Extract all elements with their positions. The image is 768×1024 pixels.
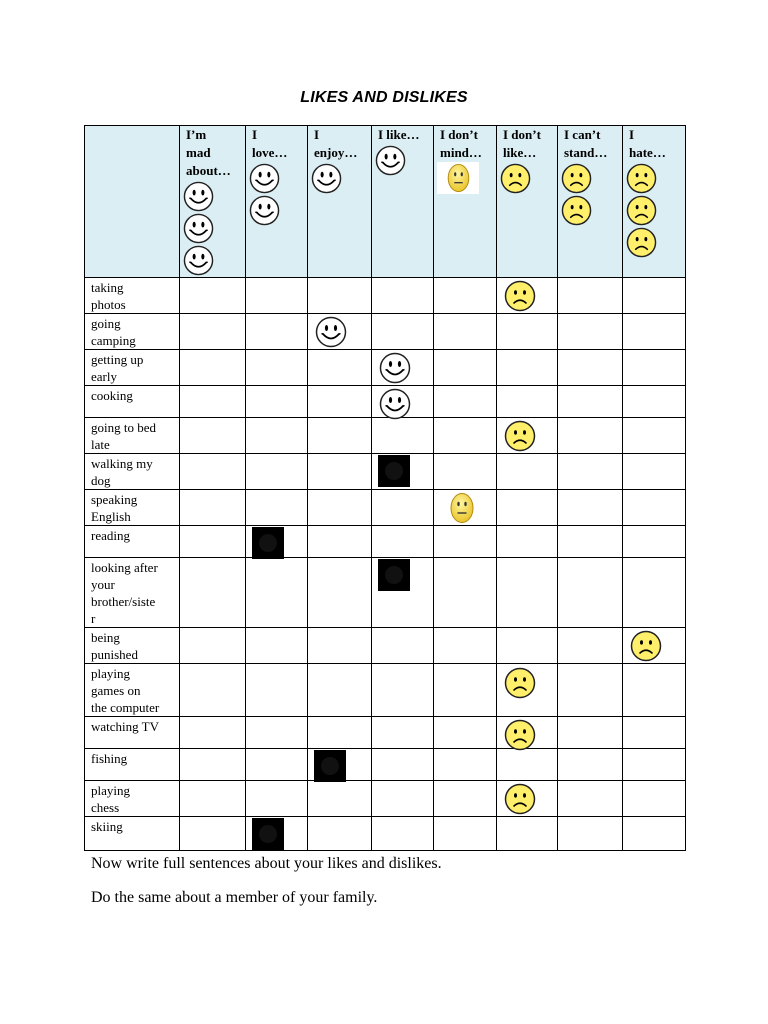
answer-cell [623,278,686,314]
blacked-out-face-shape [321,757,339,775]
table-row [85,717,686,749]
answer-cell [372,781,434,817]
sad-face-icon [504,420,536,452]
answer-cell [180,350,246,386]
answer-cell [246,817,308,851]
instruction-line: Do the same about a member of your family. [91,889,378,906]
answer-cell [180,628,246,664]
corner-cell [85,126,180,278]
blacked-out-face-icon [252,527,284,559]
answer-cell [180,418,246,454]
answer-cell [623,386,686,418]
column-header [180,126,246,278]
answer-cell [246,386,308,418]
answer-cell [372,749,434,781]
answer-cell [623,490,686,526]
table-row [85,558,686,628]
sad-face-icon [500,163,531,194]
answer-cell [623,749,686,781]
happy-face-icon [375,145,406,176]
happy-face-icon [315,316,347,348]
answer-cell [497,490,558,526]
table-row [85,817,686,851]
blacked-out-face-icon [252,818,284,850]
answer-cell [434,350,497,386]
answer-cell [434,278,497,314]
answer-cell [246,350,308,386]
answer-cell [180,490,246,526]
answer-cell [497,717,558,749]
answer-cell [558,526,623,558]
activity-label: being punished [85,628,180,664]
answer-cell [180,386,246,418]
answer-cell [372,817,434,851]
answer-cell [372,490,434,526]
table-row [85,278,686,314]
table-row [85,526,686,558]
answer-cell [180,558,246,628]
answer-cell [372,558,434,628]
activity-label: cooking [85,386,180,418]
answer-cell [623,314,686,350]
column-face-group [246,163,307,226]
answer-cell [558,454,623,490]
answer-cell [308,664,372,717]
answer-cell [497,628,558,664]
blacked-out-face-shape [385,566,403,584]
column-face-group [434,162,496,199]
column-label: I hate… [629,127,666,160]
activity-label: fishing [85,749,180,781]
sad-face-icon [561,195,592,226]
answer-cell [246,418,308,454]
answer-cell [372,350,434,386]
activity-label: walking my dog [85,454,180,490]
answer-cell [180,454,246,490]
answer-cell [558,817,623,851]
answer-cell [434,817,497,851]
happy-face-icon [379,352,411,384]
answer-cell [308,314,372,350]
column-label: I can’t stand… [564,127,608,160]
column-header [246,126,308,278]
answer-cell [623,781,686,817]
column-label: I don’t mind… [440,127,482,160]
column-face-group [558,163,622,226]
answer-cell [372,717,434,749]
neutral-face-icon [450,492,474,524]
answer-cell [246,781,308,817]
answer-cell [246,558,308,628]
answer-cell [558,350,623,386]
answer-cell [434,314,497,350]
answer-cell [180,314,246,350]
answer-cell [434,454,497,490]
column-face-group [372,145,433,176]
table-row [85,314,686,350]
answer-cell [623,558,686,628]
answer-cell [434,386,497,418]
sad-face-icon [504,667,536,699]
answer-cell [558,418,623,454]
answer-cell [308,749,372,781]
table-row [85,454,686,490]
table-row [85,490,686,526]
activity-label: going to bed late [85,418,180,454]
column-label: I’m mad about… [186,127,231,178]
blacked-out-face-icon [314,750,346,782]
table-row [85,350,686,386]
table-row [85,749,686,781]
table-row [85,418,686,454]
answer-cell [497,278,558,314]
answer-cell [558,749,623,781]
answer-cell [308,817,372,851]
table-row [85,781,686,817]
happy-face-icon [183,181,214,212]
likes-dislikes-table [84,125,686,851]
sad-face-icon [630,630,662,662]
neutral-face-frame [437,162,479,194]
answer-cell [308,558,372,628]
answer-cell [434,717,497,749]
sad-face-icon [626,195,657,226]
instructions [91,853,442,921]
sad-face-icon [626,163,657,194]
answer-cell [623,817,686,851]
answer-cell [308,386,372,418]
answer-cell [497,418,558,454]
answer-cell [434,781,497,817]
answer-cell [372,526,434,558]
answer-cell [180,664,246,717]
answer-cell [180,817,246,851]
answer-cell [180,749,246,781]
answer-cell [497,454,558,490]
answer-cell [558,278,623,314]
blacked-out-face-icon [378,455,410,487]
answer-cell [558,558,623,628]
answer-cell [246,454,308,490]
answer-cell [372,664,434,717]
happy-face-icon [249,195,280,226]
activity-label: taking photos [85,278,180,314]
answer-cell [180,717,246,749]
blacked-out-face-icon [378,559,410,591]
sad-face-icon [626,227,657,258]
column-header [497,126,558,278]
answer-cell [497,817,558,851]
answer-cell [246,664,308,717]
answer-cell [308,278,372,314]
answer-cell [372,418,434,454]
column-header [372,126,434,278]
column-face-group [308,163,371,194]
answer-cell [372,454,434,490]
happy-face-icon [249,163,280,194]
answer-cell [372,314,434,350]
happy-face-icon [311,163,342,194]
answer-cell [308,717,372,749]
answer-cell [434,664,497,717]
answer-cell [308,628,372,664]
answer-cell [558,314,623,350]
column-label: I enjoy… [314,127,358,160]
answer-cell [308,418,372,454]
answer-cell [246,278,308,314]
table-row [85,628,686,664]
sad-face-icon [504,783,536,815]
answer-cell [623,418,686,454]
answer-cell [180,526,246,558]
answer-cell [497,526,558,558]
answer-cell [246,717,308,749]
answer-cell [497,558,558,628]
answer-cell [623,454,686,490]
table-row [85,664,686,717]
neutral-face-icon [447,163,470,193]
happy-face-icon [183,213,214,244]
column-face-group [180,181,245,276]
answer-cell [308,454,372,490]
blacked-out-face-shape [259,534,277,552]
column-header [558,126,623,278]
answer-cell [623,664,686,717]
answer-cell [497,386,558,418]
answer-cell [434,628,497,664]
activity-label: getting up early [85,350,180,386]
answer-cell [308,490,372,526]
answer-cell [623,628,686,664]
blacked-out-face-shape [385,462,403,480]
answer-cell [497,664,558,717]
instruction-line: Now write full sentences about your likes and dislikes. [91,855,442,872]
answer-cell [246,314,308,350]
answer-cell [623,526,686,558]
table-row [85,386,686,418]
answer-cell [308,526,372,558]
answer-cell [497,781,558,817]
answer-cell [372,386,434,418]
answer-cell [246,490,308,526]
activity-label: looking after your brother/siste r [85,558,180,628]
activity-label: skiing [85,817,180,851]
column-header [434,126,497,278]
activity-label: watching TV [85,717,180,749]
answer-cell [246,749,308,781]
column-label: I love… [252,127,288,160]
blacked-out-face-shape [259,825,277,843]
column-header [623,126,686,278]
sad-face-icon [561,163,592,194]
activity-label: playing games on the computer [85,664,180,717]
answer-cell [558,628,623,664]
answer-cell [558,386,623,418]
sad-face-icon [504,719,536,751]
answer-cell [558,717,623,749]
worksheet-title: LIKES AND DISLIKES [300,89,468,106]
column-header [308,126,372,278]
happy-face-icon [379,388,411,420]
answer-cell [558,781,623,817]
answer-cell [308,781,372,817]
column-face-group [497,163,557,194]
column-face-group [623,163,685,258]
column-label: I don’t like… [503,127,541,160]
header-row [85,126,686,278]
answer-cell [434,749,497,781]
answer-cell [434,558,497,628]
sad-face-icon [504,280,536,312]
column-label: I like… [378,127,420,142]
activity-label: reading [85,526,180,558]
answer-cell [372,278,434,314]
answer-cell [497,350,558,386]
answer-cell [434,418,497,454]
answer-cell [558,490,623,526]
activity-label: playing chess [85,781,180,817]
answer-cell [246,526,308,558]
answer-cell [180,781,246,817]
answer-cell [308,350,372,386]
activity-label: going camping [85,314,180,350]
answer-cell [497,749,558,781]
answer-cell [497,314,558,350]
answer-cell [372,628,434,664]
answer-cell [558,664,623,717]
happy-face-icon [183,245,214,276]
answer-cell [623,717,686,749]
activity-label: speaking English [85,490,180,526]
answer-cell [434,526,497,558]
answer-cell [180,278,246,314]
answer-cell [434,490,497,526]
answer-cell [246,628,308,664]
answer-cell [623,350,686,386]
